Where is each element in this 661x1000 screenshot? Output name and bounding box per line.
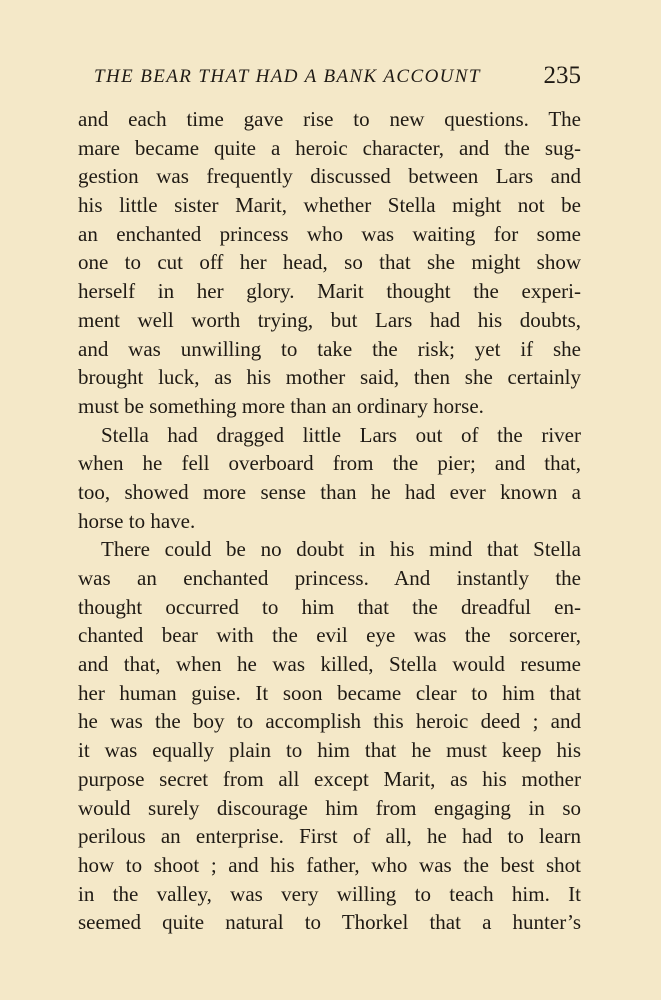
text-line: must be something more than an ordinary horse.: [78, 393, 484, 418]
text-line: thought occurred to him that the dreadful en-: [78, 594, 581, 619]
running-title: THE BEAR THAT HAD A BANK ACCOUNT: [94, 66, 481, 87]
text-line: Stella had dragged little Lars out of the river: [101, 422, 581, 447]
text-line: how to shoot ; and his father, who was the best shot: [78, 852, 581, 877]
text-line: There could be no doubt in his mind that Stella: [101, 537, 581, 562]
text-line: gestion was frequently discussed between Lars and: [78, 164, 581, 189]
text-line: purpose secret from all except Marit, as his mother: [78, 766, 581, 791]
running-head: [78, 62, 581, 96]
paragraph: [78, 421, 581, 536]
text-line: mare became quite a heroic character, and the sug-: [78, 135, 581, 160]
paragraph: [78, 535, 581, 937]
text-line: was an enchanted princess. And instantly the: [78, 566, 581, 590]
page-number: 235: [543, 62, 581, 89]
text-line: ment well worth trying, but Lars had his doubts,: [78, 307, 581, 332]
text-line: and was unwilling to take the risk; yet if she: [78, 336, 581, 361]
text-line: it was equally plain to him that he must keep his: [78, 738, 581, 763]
text-line: horse to have.: [78, 508, 196, 533]
text-line: perilous an enterprise. First of all, he had to learn: [78, 824, 581, 849]
body-text: [78, 105, 581, 937]
text-line: seemed quite natural to Thorkel that a hunter’s: [78, 910, 581, 935]
text-line: would surely discourage him from engaging in so: [78, 795, 581, 820]
text-line: brought luck, as his mother said, then she certainly: [78, 365, 581, 390]
text-line: her human guise. It soon became clear to him that: [78, 680, 581, 705]
text-line: one to cut off her head, so that she might show: [78, 250, 581, 275]
text-line: he was the boy to accomplish this heroic deed ; and: [78, 709, 581, 734]
text-line: and that, when he was killed, Stella would resume: [78, 652, 581, 677]
text-line: and each time gave rise to new questions. The: [78, 107, 581, 131]
text-line: too, showed more sense than he had ever known a: [78, 479, 581, 504]
text-line: herself in her glory. Marit thought the experi-: [78, 279, 581, 304]
text-line: his little sister Marit, whether Stella might not be: [78, 193, 581, 218]
text-line: when he fell overboard from the pier; and that,: [78, 451, 581, 476]
text-line: in the valley, was very willing to teach him. It: [78, 881, 581, 906]
text-line: an enchanted princess who was waiting for some: [78, 221, 581, 246]
text-line: chanted bear with the evil eye was the sorcerer,: [78, 623, 581, 648]
paragraph: [78, 105, 581, 421]
